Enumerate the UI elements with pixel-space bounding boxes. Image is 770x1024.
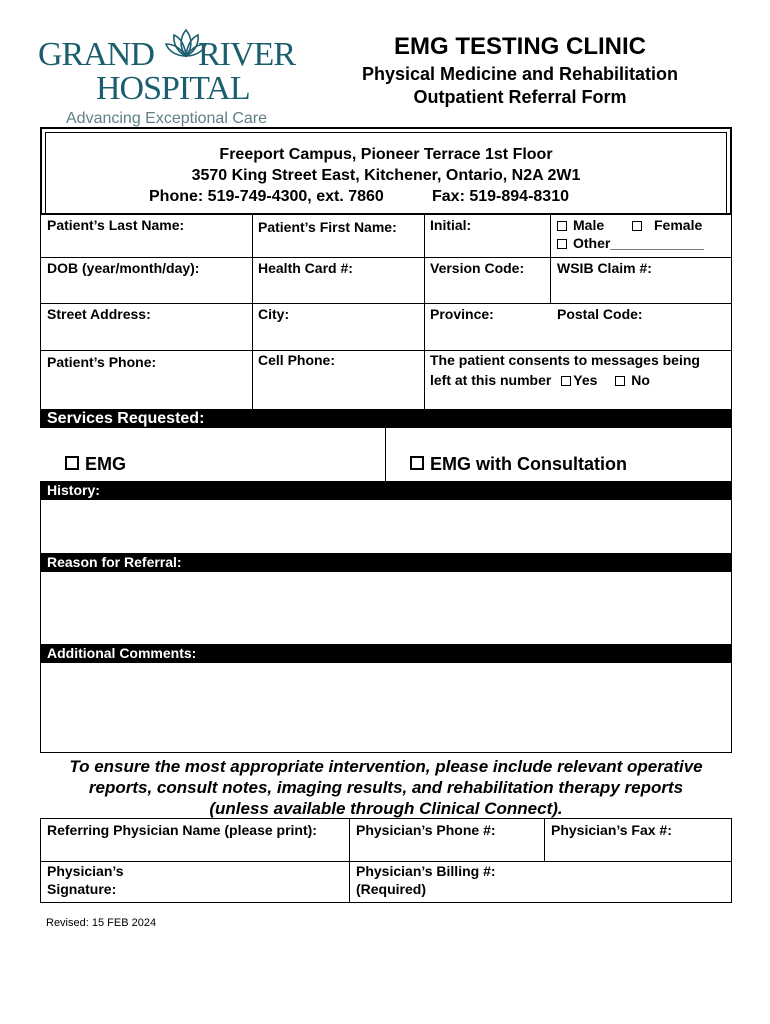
consent-yes-checkbox[interactable] xyxy=(561,376,571,386)
clinic-address: 3570 King Street East, Kitchener, Ontario, N2A 2W1 xyxy=(191,167,581,184)
logo-name-grand: GRAND xyxy=(38,36,154,73)
form-subtitle-department: Physical Medicine and Rehabilitation xyxy=(361,64,679,84)
sex-other-option[interactable] xyxy=(557,235,704,251)
comments-heading: Additional Comments: xyxy=(40,644,732,663)
instruction-line1: To ensure the most appropriate intervention, please include relevant operative xyxy=(69,757,703,776)
physician-phone-field[interactable]: Physician’s Phone #: xyxy=(356,822,496,838)
city-field[interactable]: City: xyxy=(258,306,290,322)
male-checkbox[interactable] xyxy=(557,221,567,231)
female-checkbox[interactable] xyxy=(632,221,642,231)
street-address-field[interactable]: Street Address: xyxy=(47,306,151,322)
history-textarea[interactable] xyxy=(40,500,732,553)
male-label: Male xyxy=(573,217,605,233)
logo-tagline: Advancing Exceptional Care xyxy=(66,110,268,127)
physician-billing-field[interactable]: Physician’s Billing #: xyxy=(356,863,496,879)
clinic-phone: Phone: 519-749-4300, ext. 7860 xyxy=(149,188,384,205)
service-emg-consult-checkbox[interactable] xyxy=(410,456,424,470)
consent-label: left at this number xyxy=(430,372,552,388)
clinic-info-box xyxy=(40,127,732,215)
initial-field[interactable]: Initial: xyxy=(430,217,472,233)
physician-fax-field[interactable]: Physician’s Fax #: xyxy=(551,822,672,838)
reason-textarea[interactable] xyxy=(40,572,732,644)
reason-heading: Reason for Referral: xyxy=(40,553,732,572)
history-heading: History: xyxy=(40,481,732,500)
form-title: EMG TESTING CLINIC xyxy=(394,33,646,60)
logo-name-river: RIVER xyxy=(198,36,295,73)
clinic-fax: Fax: 519-894-8310 xyxy=(432,188,569,205)
dob-field[interactable]: DOB (year/month/day): xyxy=(47,260,200,276)
clinic-campus: Freeport Campus, Pioneer Terrace 1st Floor xyxy=(219,146,553,163)
instruction-line3: (unless available through Clinical Connect). xyxy=(209,799,563,818)
service-emg-option[interactable] xyxy=(65,454,126,475)
patient-phone-field[interactable]: Patient’s Phone: xyxy=(47,354,157,370)
province-field[interactable]: Province: xyxy=(430,306,494,322)
physician-billing-required: (Required) xyxy=(356,881,426,897)
comments-textarea[interactable] xyxy=(40,663,732,753)
physician-signature-label-2: Signature: xyxy=(47,881,117,897)
service-emg-consult-option[interactable] xyxy=(410,454,627,475)
sex-female-option[interactable] xyxy=(632,217,702,233)
consent-text-line1: The patient consents to messages being xyxy=(430,352,700,368)
service-emg-checkbox[interactable] xyxy=(65,456,79,470)
service-emg-label: EMG xyxy=(85,454,127,474)
consent-no-checkbox[interactable] xyxy=(615,376,625,386)
cell-phone-field[interactable]: Cell Phone: xyxy=(258,352,336,368)
female-label: Female xyxy=(654,217,703,233)
consent-yes-label: Yes xyxy=(573,372,598,388)
sex-male-option[interactable] xyxy=(557,217,604,233)
health-card-field[interactable]: Health Card #: xyxy=(258,260,353,276)
wsib-claim-field[interactable]: WSIB Claim #: xyxy=(557,260,652,276)
logo-name-hospital: HOSPITAL xyxy=(96,70,250,107)
consent-no-label: No xyxy=(631,372,650,388)
last-name-field[interactable]: Patient’s Last Name: xyxy=(47,217,185,233)
first-name-field[interactable]: Patient’s First Name: xyxy=(258,219,397,235)
revised-date: Revised: 15 FEB 2024 xyxy=(46,917,157,929)
services-heading: Services Requested: xyxy=(40,409,732,428)
physician-signature-label-1[interactable]: Physician’s xyxy=(47,863,124,879)
instruction-line2: reports, consult notes, imaging results, and rehabilitation therapy reports xyxy=(88,778,684,797)
postal-code-field[interactable]: Postal Code: xyxy=(557,306,643,322)
form-subtitle-name: Outpatient Referral Form xyxy=(413,87,627,107)
other-checkbox[interactable] xyxy=(557,239,567,249)
physician-name-field[interactable]: Referring Physician Name (please print): xyxy=(47,822,317,838)
hospital-logo xyxy=(38,28,308,128)
version-code-field[interactable]: Version Code: xyxy=(430,260,525,276)
other-label: Other____________ xyxy=(573,235,704,251)
service-emg-consult-label: EMG with Consultation xyxy=(430,454,627,474)
consent-text-line2 xyxy=(430,372,650,388)
